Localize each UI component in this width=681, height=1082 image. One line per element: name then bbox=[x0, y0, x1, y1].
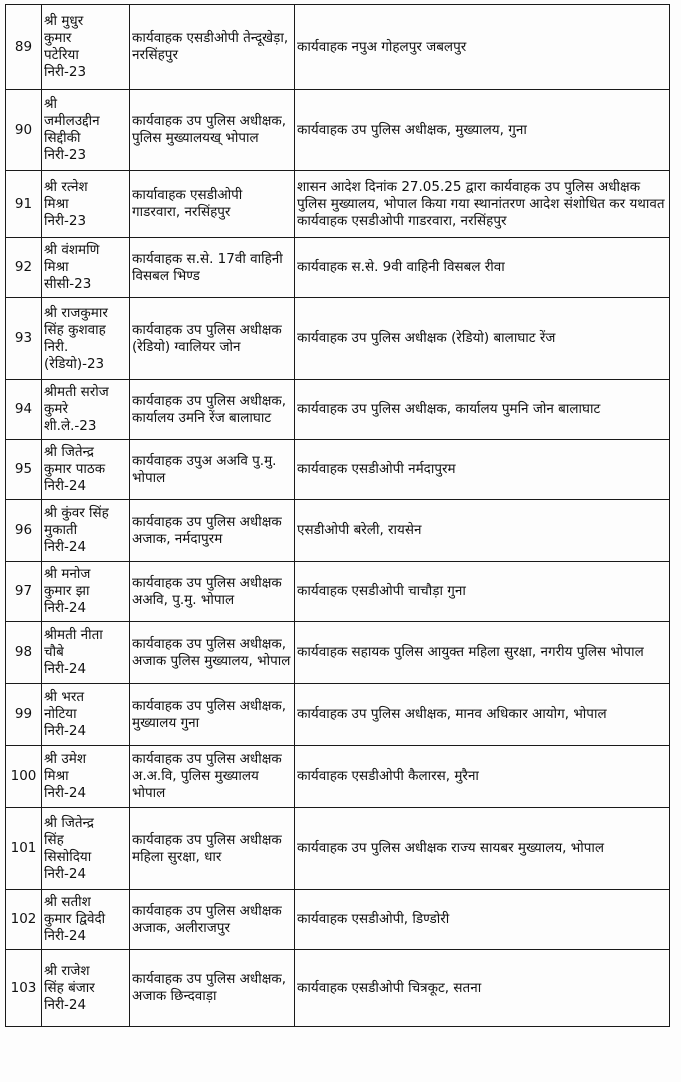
current-posting: कार्यवाहक उपुअ अअवि पु.मु. भोपाल bbox=[130, 440, 295, 500]
current-posting: कार्यवाहक उप पुलिस अधीक्षक, अजाक पुलिस मुख्यालय, भोपाल bbox=[130, 622, 295, 684]
new-posting: कार्यवाहक स.से. 9वी वाहिनी विसबल रीवा bbox=[295, 238, 670, 298]
new-posting: कार्यवाहक उप पुलिस अधीक्षक, कार्यालय पुमनि जोन बालाघाट bbox=[295, 380, 670, 440]
officer-name: श्री राजकुमार सिंह कुशवाह निरी. (रेडियो)-23 bbox=[42, 298, 130, 380]
current-posting: कार्यवाहक उप पुलिस अधीक्षक अअवि, पु.मु. भोपाल bbox=[130, 562, 295, 622]
table-row bbox=[6, 5, 670, 90]
officer-name: श्री सतीश कुमार द्विवेदी निरी-24 bbox=[42, 890, 130, 950]
current-posting: कार्यवाहक उप पुलिस अधीक्षक, पुलिस मुख्यालयख् भोपाल bbox=[130, 90, 295, 171]
serial-number: 90 bbox=[6, 90, 42, 171]
new-posting: कार्यवाहक एसडीओपी नर्मदापुरम bbox=[295, 440, 670, 500]
new-posting: कार्यवाहक सहायक पुलिस आयुक्त महिला सुरक्षा, नगरीय पुलिस भोपाल bbox=[295, 622, 670, 684]
officer-name: श्री मनोज कुमार झा निरी-24 bbox=[42, 562, 130, 622]
serial-number: 97 bbox=[6, 562, 42, 622]
new-posting: शासन आदेश दिनांक 27.05.25 द्वारा कार्यवाहक उप पुलिस अधीक्षक पुलिस मुख्यालय, भोपाल किया गया स्थानांतरण आदेश संशोधित कर यथावत कार्यवाहक एसडीओपी गाडरवारा, नरसिंहपुर bbox=[295, 171, 670, 238]
new-posting: कार्यवाहक उप पुलिस अधीक्षक, मुख्यालय, गुना bbox=[295, 90, 670, 171]
serial-number: 103 bbox=[6, 950, 42, 1027]
serial-number: 89 bbox=[6, 5, 42, 90]
table-row bbox=[6, 746, 670, 808]
transfer-order-table bbox=[5, 4, 670, 1027]
current-posting: कार्यवाहक एसडीओपी तेन्दूखेड़ा, नरसिंहपुर bbox=[130, 5, 295, 90]
table-row bbox=[6, 90, 670, 171]
officer-name: श्रीमती नीता चौबे निरी-24 bbox=[42, 622, 130, 684]
serial-number: 98 bbox=[6, 622, 42, 684]
serial-number: 102 bbox=[6, 890, 42, 950]
new-posting: कार्यवाहक एसडीओपी, डिण्डोरी bbox=[295, 890, 670, 950]
current-posting: कार्यावाहक एसडीओपी गाडरवारा, नरसिंहपुर bbox=[130, 171, 295, 238]
serial-number: 95 bbox=[6, 440, 42, 500]
officer-name: श्री भरत नोटिया निरी-24 bbox=[42, 684, 130, 746]
officer-name: श्रीमती सरोज कुमरे शी.ले.-23 bbox=[42, 380, 130, 440]
officer-name: श्री राजेश सिंह बंजार निरी-24 bbox=[42, 950, 130, 1027]
new-posting: एसडीओपी बरेली, रायसेन bbox=[295, 500, 670, 562]
serial-number: 100 bbox=[6, 746, 42, 808]
officer-name: श्री जितेन्द्र सिंह सिसोदिया निरी-24 bbox=[42, 808, 130, 890]
current-posting: कार्यवाहक उप पुलिस अधीक्षक अजाक, अलीराजपुर bbox=[130, 890, 295, 950]
officer-name: श्री वंशमणि मिश्रा सीसी-23 bbox=[42, 238, 130, 298]
officer-name: श्री उमेश मिश्रा निरी-24 bbox=[42, 746, 130, 808]
table-row bbox=[6, 500, 670, 562]
current-posting: कार्यवाहक उप पुलिस अधीक्षक (रेडियो) ग्वालियर जोन bbox=[130, 298, 295, 380]
table-row bbox=[6, 380, 670, 440]
new-posting: कार्यवाहक उप पुलिस अधीक्षक, मानव अधिकार आयोग, भोपाल bbox=[295, 684, 670, 746]
officer-name: श्री रत्नेश मिश्रा निरी-23 bbox=[42, 171, 130, 238]
serial-number: 99 bbox=[6, 684, 42, 746]
current-posting: कार्यवाहक उप पुलिस अधीक्षक महिला सुरक्षा, धार bbox=[130, 808, 295, 890]
new-posting: कार्यवाहक एसडीओपी चाचौड़ा गुना bbox=[295, 562, 670, 622]
table-row bbox=[6, 890, 670, 950]
serial-number: 92 bbox=[6, 238, 42, 298]
new-posting: कार्यवाहक उप पुलिस अधीक्षक राज्य सायबर मुख्यालय, भोपाल bbox=[295, 808, 670, 890]
current-posting: कार्यवाहक स.से. 17वी वाहिनी विसबल भिण्ड bbox=[130, 238, 295, 298]
current-posting: कार्यवाहक उप पुलिस अधीक्षक अजाक, नर्मदापुरम bbox=[130, 500, 295, 562]
table-row bbox=[6, 440, 670, 500]
officer-name: श्री मुधुर कुमार पटेरिया निरी-23 bbox=[42, 5, 130, 90]
new-posting: कार्यवाहक एसडीओपी चित्रकूट, सतना bbox=[295, 950, 670, 1027]
serial-number: 91 bbox=[6, 171, 42, 238]
new-posting: कार्यवाहक एसडीओपी कैलारस, मुरैना bbox=[295, 746, 670, 808]
serial-number: 101 bbox=[6, 808, 42, 890]
current-posting: कार्यवाहक उप पुलिस अधीक्षक, मुख्यालय गुना bbox=[130, 684, 295, 746]
table-row bbox=[6, 238, 670, 298]
officer-name: श्री जितेन्द्र कुमार पाठक निरी-24 bbox=[42, 440, 130, 500]
current-posting: कार्यवाहक उप पुलिस अधीक्षक, कार्यालय उमनि रेंज बालाघाट bbox=[130, 380, 295, 440]
table-row bbox=[6, 950, 670, 1027]
current-posting: कार्यवाहक उप पुलिस अधीक्षक, अजाक छिन्दवाड़ा bbox=[130, 950, 295, 1027]
serial-number: 93 bbox=[6, 298, 42, 380]
new-posting: कार्यवाहक नपुअ गोहलपुर जबलपुर bbox=[295, 5, 670, 90]
officer-name: श्री कुंवर सिंह मुकाती निरी-24 bbox=[42, 500, 130, 562]
table-row bbox=[6, 562, 670, 622]
table-row bbox=[6, 684, 670, 746]
current-posting: कार्यवाहक उप पुलिस अधीक्षक अ.अ.वि, पुलिस मुख्यालय भोपाल bbox=[130, 746, 295, 808]
serial-number: 94 bbox=[6, 380, 42, 440]
serial-number: 96 bbox=[6, 500, 42, 562]
officer-name: श्री जमीलउद्दीन सिद्दीकी निरी-23 bbox=[42, 90, 130, 171]
table-row bbox=[6, 298, 670, 380]
table-row bbox=[6, 171, 670, 238]
new-posting: कार्यवाहक उप पुलिस अधीक्षक (रेडियो) बालाघाट रेंज bbox=[295, 298, 670, 380]
table-row bbox=[6, 622, 670, 684]
table-row bbox=[6, 808, 670, 890]
